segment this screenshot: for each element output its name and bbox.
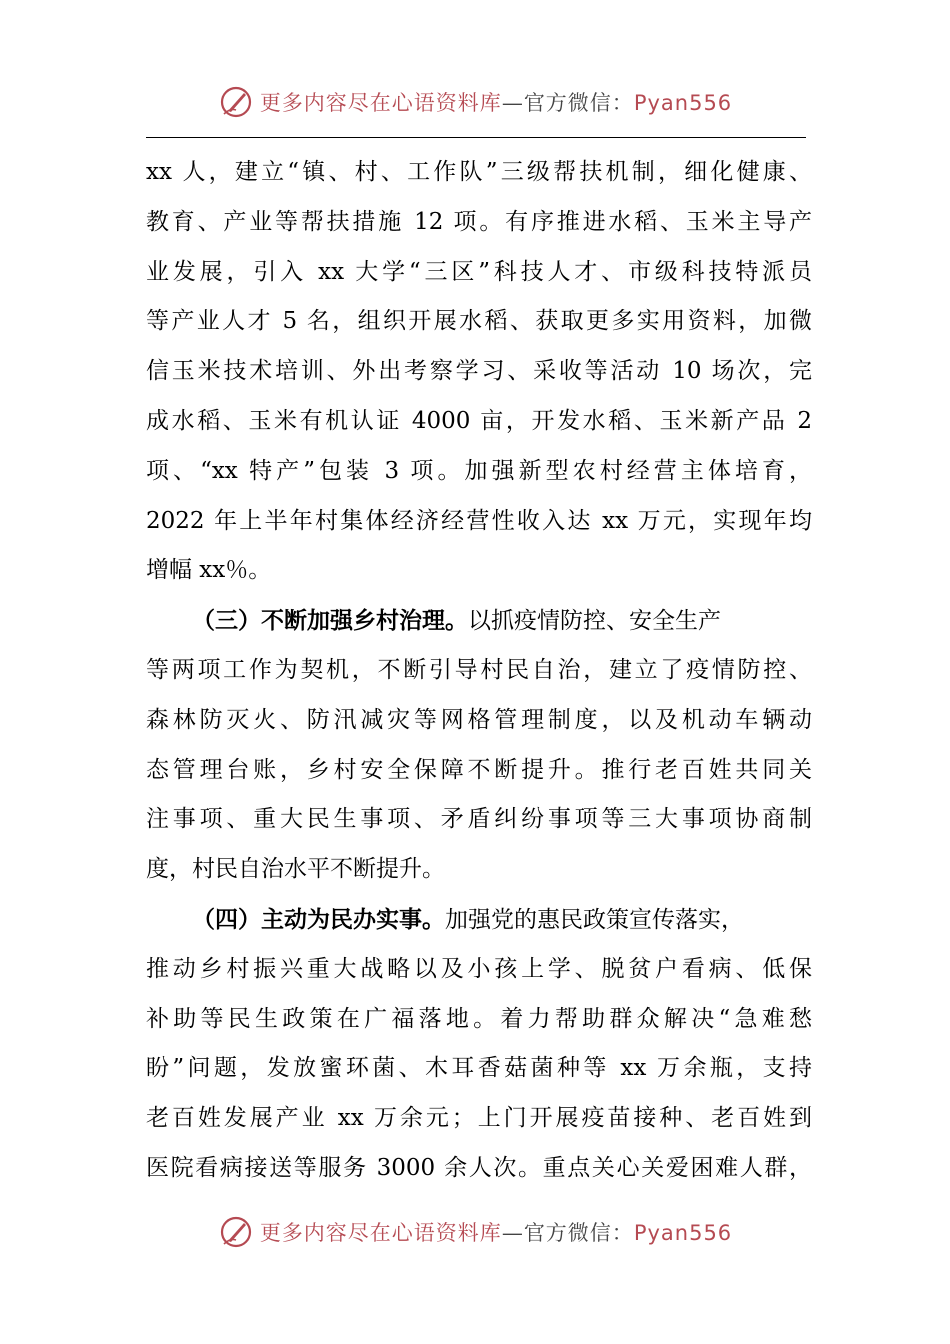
- text-run: 以抓疫情防控、安全生产: [468, 608, 721, 635]
- text-line: 教育、产业等帮扶措施 12 项。有序推进水稻、玉米主导产: [146, 208, 812, 235]
- text-line: 盼”问题，发放蜜环菌、木耳香菇菌种等 xx 万余瓶，支持: [146, 1055, 812, 1082]
- quill-logo-icon: [218, 84, 254, 120]
- banner-separator: —: [501, 91, 524, 115]
- footer-banner: [0, 1210, 950, 1254]
- banner-wechat-label: 官方微信：: [523, 91, 634, 115]
- text-line: xx 人，建立“镇、村、工作队”三级帮扶机制，细化健康、: [146, 159, 812, 185]
- header-divider: [146, 137, 806, 138]
- text-line: 等两项工作为契机，不断引导村民自治，建立了疫情防控、: [146, 656, 812, 683]
- text-line: 老百姓发展产业 xx 万余元；上门开展疫苗接种、老百姓到: [146, 1105, 812, 1132]
- quill-logo-icon: [218, 1214, 254, 1250]
- banner-wechat-label: 官方微信：: [523, 1221, 634, 1245]
- document-body: [146, 148, 812, 1194]
- banner-wechat-id: Pyan556: [633, 1221, 733, 1245]
- text-line: 业发展，引入 xx 大学“三区”科技人才、市级科技特派员: [146, 258, 812, 285]
- text-line: 推动乡村振兴重大战略以及小孩上学、脱贫户看病、低保: [146, 955, 812, 982]
- text-line: 态管理台账，乡村安全保障不断提升。推行老百姓共同关: [146, 756, 812, 783]
- text-line: 注事项、重大民生事项、矛盾纠纷事项等三大事项协商制: [146, 806, 812, 833]
- banner-text: [260, 1217, 732, 1247]
- text-line: 增幅 xx％。: [146, 557, 272, 584]
- text-line: 成水稻、玉米有机认证 4000 亩，开发水稻、玉米新产品 2: [146, 407, 812, 434]
- banner-brand: 更多内容尽在心语资料库: [259, 1221, 502, 1245]
- header-banner: [0, 80, 950, 124]
- section-heading: （四）主动为民办实事。: [192, 905, 445, 933]
- text-line: 等产业人才 5 名，组织开展水稻、获取更多实用资料，加微: [146, 308, 812, 335]
- text-line: 医院看病接送等服务 3000 余人次。重点关心关爱困难人群，: [146, 1154, 812, 1181]
- text-run: 加强党的惠民政策宣传落实，: [445, 906, 744, 933]
- banner-brand: 更多内容尽在心语资料库: [259, 91, 502, 115]
- text-line: 2022 年上半年村集体经济经营性收入达 xx 万元，实现年均: [146, 507, 812, 534]
- text-line: 度，村民自治水平不断提升。: [146, 856, 445, 883]
- banner-separator: —: [501, 1221, 524, 1245]
- text-line: 补助等民生政策在广福落地。着力帮助群众解决“急难愁: [146, 1005, 812, 1032]
- section-first-line: [146, 596, 812, 646]
- text-line: 森林防灭火、防汛减灾等网格管理制度，以及机动车辆动: [146, 706, 812, 733]
- section-heading: （三）不断加强乡村治理。: [192, 607, 468, 635]
- banner-text: [260, 87, 732, 117]
- section-first-line: [146, 895, 812, 945]
- text-line: 信玉米技术培训、外出考察学习、采收等活动 10 场次，完: [146, 358, 812, 385]
- banner-wechat-id: Pyan556: [633, 91, 733, 115]
- text-line: 项、“xx 特产”包装 3 项。加强新型农村经营主体培育，: [146, 457, 812, 484]
